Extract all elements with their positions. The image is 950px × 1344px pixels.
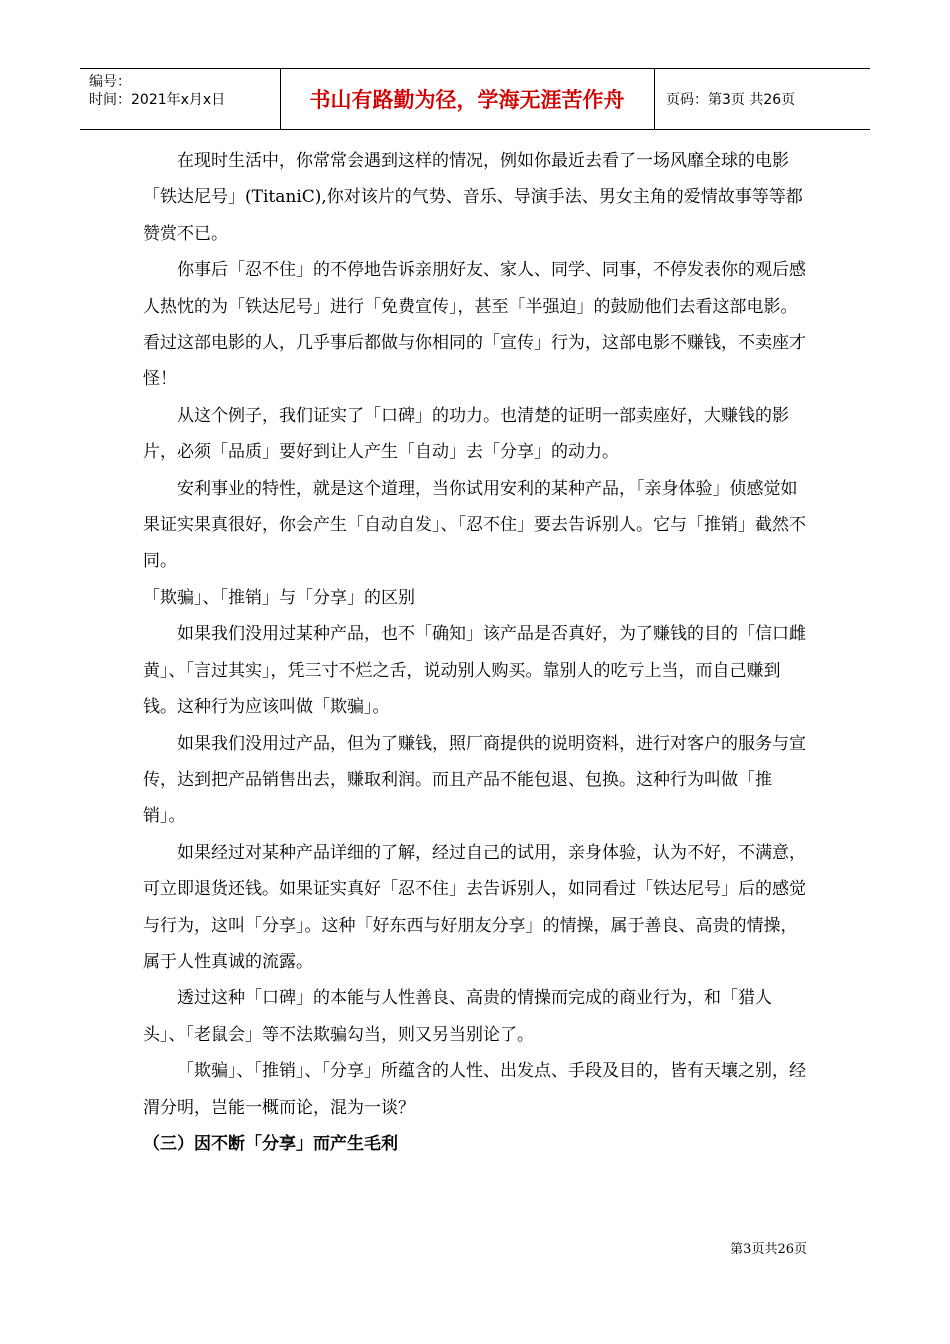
section-heading: （三）因不断「分享」而产生毛利 [143,1133,398,1154]
paragraph: 「欺骗」、「推销」、「分享」所蕴含的人性、出发点、手段及目的，皆有天壤之别，经渭分明，岂能一概而论，混为一谈？ [143,1061,806,1118]
paragraph: 如果经过对某种产品详细的了解，经过自己的试用，亲身体验，认为不好，不满意，可立即退货还钱。如果证实真好「忍不住」去告诉别人，如同看过「铁达尼号」后的感觉与行为，这叫「分享」。这种「好东西与好朋友分享」的情操，属于善良、高贵的情操，属于人性真诚的流露。 [143,842,806,972]
paragraph: 你事后「忍不住」的不停地告诉亲朋好友、家人、同学、同事，不停发表你的观后感人热忱的为「铁达尼号」进行「免费宣传」，甚至「半强迫」的鼓励他们去看这部电影。看过这部电影的人，几乎事后都做与你相同的「宣传」行为，这部电影不赚钱，不卖座才怪！ [143,260,806,390]
paragraph: 透过这种「口碑」的本能与人性善良、高贵的情操而完成的商业行为，和「猎人头」、「老鼠会」等不法欺骗勾当，则又另当别论了。 [143,988,772,1045]
page-footer: 第3页共26页 [730,1242,807,1257]
section-subtitle: 「欺骗」、「推销」与「分享」的区别 [143,587,415,608]
paragraph: 如果我们没用过某种产品，也不「确知」该产品是否真好，为了赚钱的目的「信口雌黄」、「言过其实」，凭三寸不烂之舌，说动别人购买。靠别人的吃亏上当，而自己赚到钱。这种行为应该叫做「欺骗」。 [143,624,806,718]
document-body [143,143,811,1162]
paragraph: 安利事业的特性，就是这个道理，当你试用安利的某种产品，「亲身体验」侦感觉如果证实果真很好，你会产生「自动自发」、「忍不住」要去告诉别人。它与「推销」截然不同。 [143,478,806,572]
header-meta-cell [80,69,281,129]
paragraph: 从这个例子，我们证实了「口碑」的功力。也清楚的证明一部卖座好，大赚钱的影片，必须「品质」要好到让人产生「自动」去「分享」的动力。 [143,405,789,463]
header-page-code: 页码：第3页 共26页 [666,92,796,108]
document-header [80,68,870,130]
time-line: 时间：2021年x月x日 [89,92,226,108]
paragraph: 如果我们没用过产品，但为了赚钱，照厂商提供的说明资料，进行对客户的服务与宣传，达到把产品销售出去，赚取利润。而且产品不能包退、包换。这种行为叫做「推销」。 [143,733,806,827]
number-label: 编号： [89,74,131,90]
paragraph: 在现时生活中，你常常会遇到这样的情况，例如你最近去看了一场风靡全球的电影「铁达尼号」(TitaniC),你对该片的气势、音乐、导演手法、男女主角的爱情故事等等都赞赏不已。 [143,151,803,244]
header-motto: 书山有路勤为径，学海无涯苦作舟 [280,69,655,129]
